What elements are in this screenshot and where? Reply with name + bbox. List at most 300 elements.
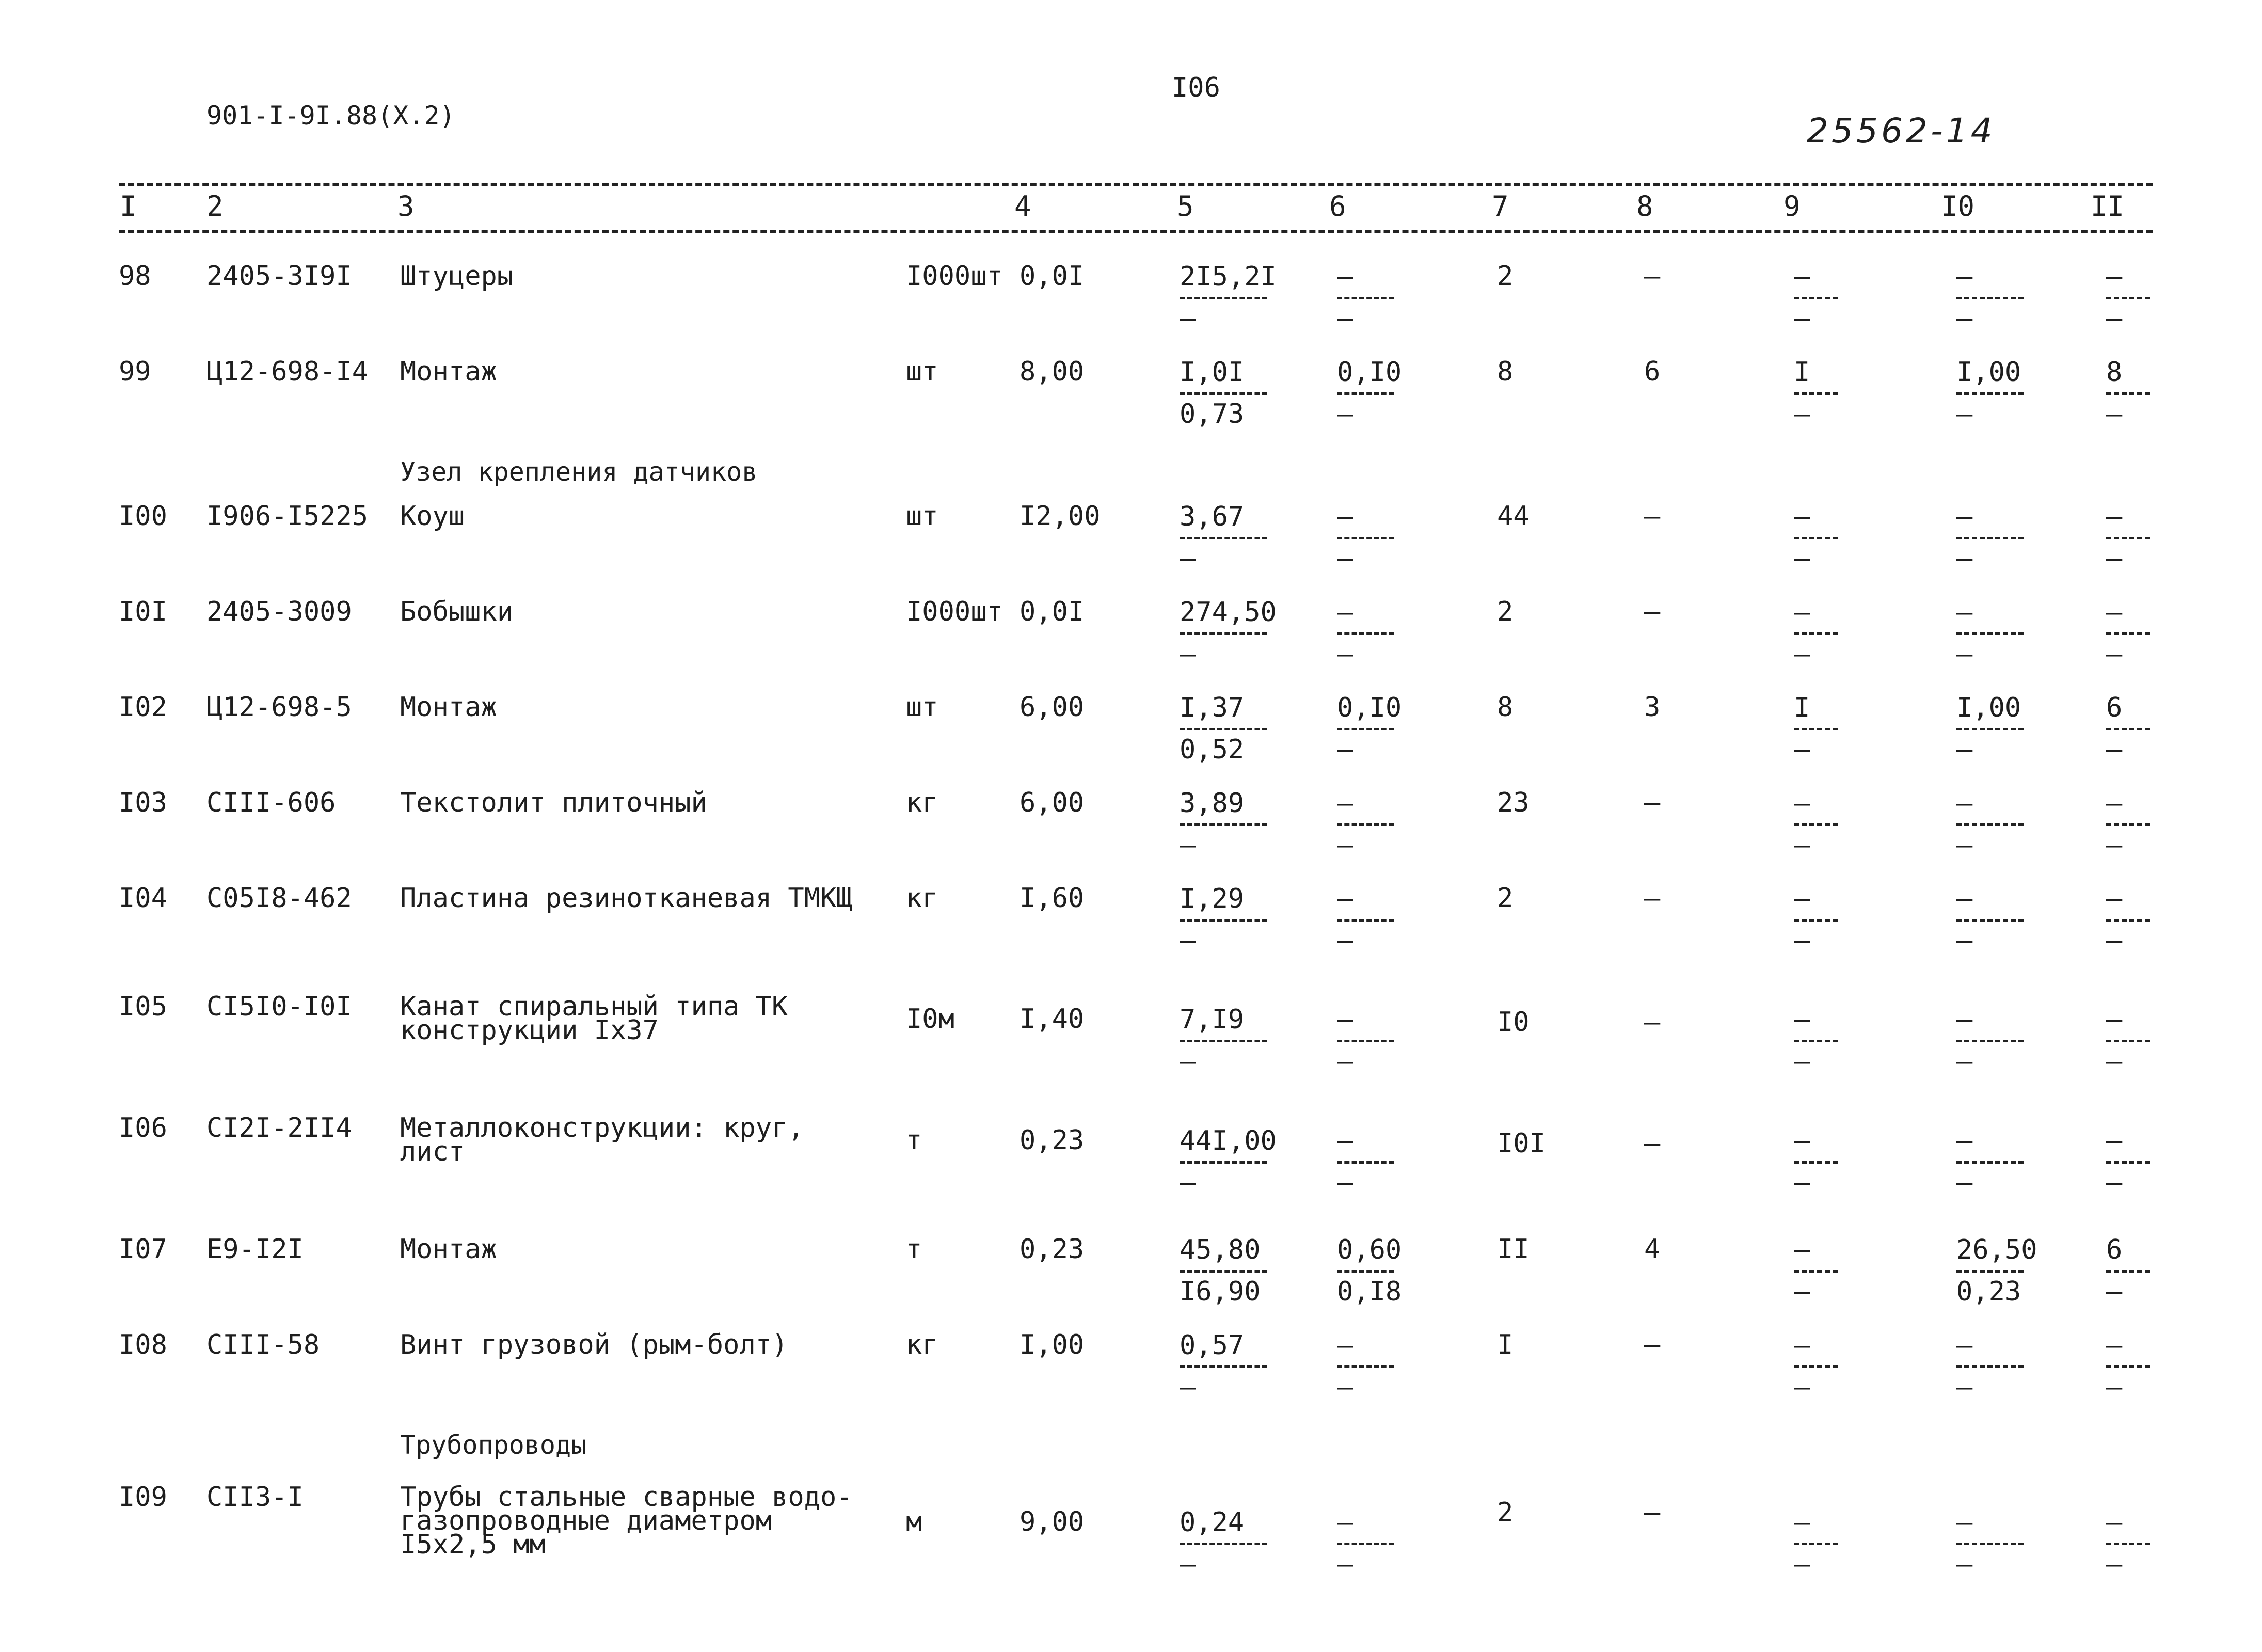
page-number: I06 (1172, 72, 1220, 103)
item-name: газопроводные диаметром (400, 1505, 772, 1536)
price-code: СIII-606 (206, 787, 336, 818)
fraction-bar (1794, 919, 1838, 922)
column-header: II (2091, 190, 2125, 223)
fraction-bar (1956, 728, 2024, 730)
item-name: Коуш (400, 501, 465, 532)
fraction-bar (2106, 823, 2150, 826)
col8-value: – (1644, 787, 1661, 818)
fraction-bar (1794, 392, 1838, 395)
col8-value: – (1644, 501, 1661, 532)
col8-value: 6 (1644, 356, 1661, 387)
c5-fraction (1180, 261, 1277, 335)
row-number: I00 (119, 501, 167, 532)
c5-fraction (1180, 501, 1267, 575)
c5-numerator: 7,I9 (1180, 1004, 1245, 1035)
price-code: 2405-3I9I (206, 261, 352, 292)
column-header: 9 (1783, 190, 1801, 223)
c5-fraction (1180, 1004, 1267, 1077)
c9-numerator: – (1794, 883, 1810, 914)
c5-fraction (1180, 1329, 1267, 1403)
unit: кг (906, 1329, 938, 1360)
fraction-bar (2106, 1365, 2150, 1368)
c6-numerator: 0,I0 (1337, 357, 1402, 388)
c11-denominator: – (2106, 399, 2123, 430)
fraction-bar (1180, 1270, 1267, 1273)
c10-fraction (1956, 261, 2024, 335)
c6-denominator: – (1337, 830, 1353, 861)
col8-value: 3 (1644, 692, 1661, 723)
fraction-bar (1794, 1365, 1838, 1368)
c5-fraction (1180, 1506, 1267, 1580)
c9-denominator: – (1794, 1372, 1810, 1403)
unit: т (906, 1125, 922, 1156)
c10-numerator: I,00 (1956, 357, 2021, 388)
c11-denominator: – (2106, 543, 2123, 574)
c9-numerator: – (1794, 597, 1810, 628)
fraction-bar (2106, 919, 2150, 922)
row-number: I05 (119, 991, 167, 1022)
c5-denominator: – (1180, 1549, 1196, 1580)
c10-fraction (1956, 501, 2024, 575)
row-number: I04 (119, 883, 167, 914)
column-header: 7 (1492, 190, 1509, 223)
col8-value: – (1644, 883, 1661, 914)
c6-denominator: – (1337, 1046, 1353, 1077)
row-number: I07 (119, 1234, 167, 1265)
c11-denominator: – (2106, 830, 2123, 861)
c5-numerator: 274,50 (1180, 597, 1277, 628)
c10-fraction (1956, 356, 2024, 430)
fraction-bar (2106, 392, 2150, 395)
c10-denominator: – (1956, 830, 1973, 861)
unit: кг (906, 883, 938, 914)
c5-numerator: 0,57 (1180, 1330, 1245, 1361)
col7-value: 2 (1497, 1497, 1514, 1528)
c11-numerator: – (2106, 1125, 2123, 1156)
c10-denominator: – (1956, 1372, 1973, 1403)
fraction-bar (1337, 823, 1394, 826)
price-code: СIII-58 (206, 1329, 320, 1360)
c6-fraction (1337, 787, 1394, 861)
c10-fraction (1956, 596, 2024, 670)
c6-denominator: – (1337, 1549, 1353, 1580)
item-name: лист (400, 1136, 465, 1167)
c6-denominator: – (1337, 925, 1353, 956)
c9-denominator: – (1794, 399, 1810, 430)
c6-denominator: – (1337, 734, 1353, 765)
c10-numerator: – (1956, 261, 1973, 292)
col7-value: 44 (1497, 501, 1530, 532)
c6-fraction (1337, 596, 1394, 670)
price-code: Ц12-698-I4 (206, 356, 369, 387)
fraction-bar (1180, 297, 1267, 299)
c9-fraction (1794, 596, 1838, 670)
item-name: Трубы стальные сварные водо- (400, 1482, 853, 1513)
quantity: 0,0I (1020, 261, 1085, 292)
fraction-bar (1337, 537, 1394, 539)
item-name: I5х2,5 мм (400, 1529, 546, 1560)
c5-denominator: – (1180, 639, 1196, 670)
c9-numerator: I (1794, 357, 1810, 388)
c10-numerator: I,00 (1956, 692, 2021, 723)
section-heading: Узел крепления датчиков (400, 457, 758, 487)
c6-denominator: – (1337, 1167, 1353, 1198)
c9-numerator: – (1794, 1507, 1810, 1538)
c11-denominator: – (2106, 639, 2123, 670)
c11-numerator: – (2106, 597, 2123, 628)
c5-denominator: – (1180, 830, 1196, 861)
c10-denominator: – (1956, 303, 1973, 334)
price-code: С05I8-462 (206, 883, 352, 914)
c11-fraction (2106, 356, 2150, 430)
c9-fraction (1794, 1125, 1838, 1199)
header-top-rule (119, 183, 2153, 186)
column-header: I (120, 190, 137, 223)
c11-fraction (2106, 883, 2150, 957)
fraction-bar (1180, 728, 1267, 730)
quantity: I,00 (1020, 1329, 1085, 1360)
c10-denominator: – (1956, 1167, 1973, 1198)
fraction-bar (2106, 297, 2150, 299)
item-name: Монтаж (400, 1234, 497, 1265)
c5-numerator: 3,67 (1180, 501, 1245, 532)
c5-denominator: – (1180, 1046, 1196, 1077)
c11-numerator: – (2106, 1507, 2123, 1538)
c11-denominator: – (2106, 303, 2123, 334)
c5-fraction (1180, 596, 1277, 670)
c10-numerator: – (1956, 788, 1973, 819)
column-header: 3 (397, 190, 415, 223)
c9-fraction (1794, 1234, 1838, 1308)
c9-numerator: – (1794, 261, 1810, 292)
column-header: 6 (1329, 190, 1346, 223)
c10-denominator: – (1956, 399, 1973, 430)
c10-fraction (1956, 1125, 2024, 1199)
c10-numerator: – (1956, 1125, 1973, 1156)
c6-fraction (1337, 356, 1402, 430)
c5-numerator: 2I5,2I (1180, 261, 1277, 292)
c10-numerator: – (1956, 883, 1973, 914)
c9-denominator: – (1794, 543, 1810, 574)
c5-denominator: 0,52 (1180, 734, 1245, 765)
c6-fraction (1337, 1234, 1402, 1308)
c10-numerator: – (1956, 1507, 1973, 1538)
c9-fraction (1794, 501, 1838, 575)
col7-value: I0I (1497, 1128, 1546, 1159)
c10-numerator: – (1956, 501, 1973, 532)
c10-numerator: 26,50 (1956, 1234, 2037, 1265)
c6-numerator: – (1337, 1004, 1353, 1035)
c6-numerator: – (1337, 788, 1353, 819)
c5-fraction (1180, 883, 1267, 957)
fraction-bar (1956, 1040, 2024, 1042)
row-number: I08 (119, 1329, 167, 1360)
fraction-bar (1794, 1040, 1838, 1042)
c11-numerator: 6 (2106, 1234, 2123, 1265)
c9-denominator: – (1794, 830, 1810, 861)
c10-fraction (1956, 692, 2024, 766)
fraction-bar (1180, 919, 1267, 922)
col8-value: – (1644, 1497, 1661, 1528)
c5-numerator: 45,80 (1180, 1234, 1261, 1265)
fraction-bar (2106, 1270, 2150, 1273)
item-name: Металлоконструкции: круг, (400, 1113, 804, 1143)
c9-fraction (1794, 787, 1838, 861)
c11-numerator: 8 (2106, 357, 2123, 388)
c6-numerator: 0,I0 (1337, 692, 1402, 723)
fraction-bar (1794, 728, 1838, 730)
col8-value: – (1644, 1007, 1661, 1038)
fraction-bar (1337, 1040, 1394, 1042)
c6-numerator: – (1337, 1330, 1353, 1361)
row-number: 98 (119, 261, 151, 292)
c9-numerator: – (1794, 1004, 1810, 1035)
c9-denominator: – (1794, 1276, 1810, 1307)
c9-numerator: – (1794, 1330, 1810, 1361)
c9-denominator: – (1794, 925, 1810, 956)
c11-fraction (2106, 1004, 2150, 1077)
quantity: 0,0I (1020, 596, 1085, 627)
fraction-bar (1956, 537, 2024, 539)
quantity: 9,00 (1020, 1506, 1085, 1537)
price-code: СI5I0-I0I (206, 991, 352, 1022)
quantity: 0,23 (1020, 1125, 1085, 1156)
fraction-bar (1180, 823, 1267, 826)
col7-value: 23 (1497, 787, 1530, 818)
c11-numerator: – (2106, 261, 2123, 292)
unit: шт (906, 692, 938, 723)
c9-denominator: – (1794, 303, 1810, 334)
handwritten-stamp: 25562-14 (1807, 111, 1996, 151)
quantity: 0,23 (1020, 1234, 1085, 1265)
fraction-bar (1180, 537, 1267, 539)
quantity: I2,00 (1020, 501, 1101, 532)
quantity: 8,00 (1020, 356, 1085, 387)
quantity: I,60 (1020, 883, 1085, 914)
fraction-bar (1337, 297, 1394, 299)
fraction-bar (1794, 1161, 1838, 1164)
c9-fraction (1794, 261, 1838, 335)
c11-denominator: – (2106, 1167, 2123, 1198)
c9-fraction (1794, 1329, 1838, 1403)
fraction-bar (1337, 728, 1394, 730)
row-number: I02 (119, 692, 167, 723)
price-code: СII3-I (206, 1482, 304, 1513)
c5-denominator: – (1180, 543, 1196, 574)
c5-fraction (1180, 356, 1267, 430)
c11-fraction (2106, 692, 2150, 766)
c5-numerator: I,37 (1180, 692, 1245, 723)
fraction-bar (1956, 919, 2024, 922)
c11-denominator: – (2106, 1372, 2123, 1403)
c9-fraction (1794, 692, 1838, 766)
c11-numerator: – (2106, 883, 2123, 914)
c9-numerator: – (1794, 1125, 1810, 1156)
item-name: конструкции Iх37 (400, 1015, 659, 1046)
c6-fraction (1337, 501, 1394, 575)
c11-numerator: 6 (2106, 692, 2123, 723)
c11-fraction (2106, 1506, 2150, 1580)
fraction-bar (1956, 297, 2024, 299)
c6-fraction (1337, 692, 1402, 766)
unit: I000шт (906, 261, 1003, 292)
item-name: Монтаж (400, 356, 497, 387)
c11-denominator: – (2106, 1046, 2123, 1077)
col7-value: I0 (1497, 1007, 1530, 1038)
item-name: Канат спиральный типа ТК (400, 991, 788, 1022)
fraction-bar (1956, 392, 2024, 395)
c10-denominator: 0,23 (1956, 1276, 2021, 1307)
c5-fraction (1180, 787, 1267, 861)
c11-fraction (2106, 1234, 2150, 1308)
c9-fraction (1794, 1506, 1838, 1580)
c6-numerator: – (1337, 597, 1353, 628)
fraction-bar (1794, 632, 1838, 635)
c11-numerator: – (2106, 1330, 2123, 1361)
c11-fraction (2106, 787, 2150, 861)
c9-denominator: – (1794, 734, 1810, 765)
price-code: 2405-3009 (206, 596, 352, 627)
quantity: 6,00 (1020, 692, 1085, 723)
c6-denominator: – (1337, 399, 1353, 430)
c6-numerator: – (1337, 501, 1353, 532)
price-code: СI2I-2II4 (206, 1113, 352, 1143)
col8-value: 4 (1644, 1234, 1661, 1265)
c10-fraction (1956, 883, 2024, 957)
c5-numerator: 3,89 (1180, 788, 1245, 819)
c6-numerator: – (1337, 1507, 1353, 1538)
fraction-bar (1337, 919, 1394, 922)
c5-denominator: – (1180, 1372, 1196, 1403)
c5-denominator: 0,73 (1180, 399, 1245, 430)
c9-denominator: – (1794, 639, 1810, 670)
c5-numerator: I,0I (1180, 357, 1245, 388)
unit: кг (906, 787, 938, 818)
c6-denominator: – (1337, 543, 1353, 574)
c11-fraction (2106, 596, 2150, 670)
col7-value: 2 (1497, 883, 1514, 914)
c11-denominator: – (2106, 1549, 2123, 1580)
item-name: Штуцеры (400, 261, 514, 292)
c6-denominator: – (1337, 303, 1353, 334)
unit: м (906, 1506, 922, 1537)
c9-numerator: – (1794, 788, 1810, 819)
c6-denominator: 0,I8 (1337, 1276, 1402, 1307)
item-name: Текстолит плиточный (400, 787, 707, 818)
c11-denominator: – (2106, 1276, 2123, 1307)
fraction-bar (1794, 1543, 1838, 1545)
column-header: 5 (1177, 190, 1194, 223)
fraction-bar (1337, 632, 1394, 635)
row-number: I06 (119, 1113, 167, 1143)
c5-fraction (1180, 1125, 1277, 1199)
c6-fraction (1337, 261, 1394, 335)
c10-numerator: – (1956, 1004, 1973, 1035)
fraction-bar (1956, 1161, 2024, 1164)
column-header: 8 (1636, 190, 1653, 223)
c9-fraction (1794, 356, 1838, 430)
c5-numerator: 0,24 (1180, 1507, 1245, 1538)
fraction-bar (2106, 632, 2150, 635)
fraction-bar (1794, 297, 1838, 299)
c10-denominator: – (1956, 543, 1973, 574)
column-header: I0 (1941, 190, 1975, 223)
row-number: I09 (119, 1482, 167, 1513)
c11-numerator: – (2106, 501, 2123, 532)
fraction-bar (1337, 392, 1394, 395)
c6-denominator: – (1337, 639, 1353, 670)
c6-fraction (1337, 1506, 1394, 1580)
unit: шт (906, 501, 938, 532)
c11-numerator: – (2106, 788, 2123, 819)
col7-value: 2 (1497, 596, 1514, 627)
c6-fraction (1337, 1125, 1394, 1199)
c6-denominator: – (1337, 1372, 1353, 1403)
fraction-bar (1956, 823, 2024, 826)
price-code: Е9-I2I (206, 1234, 304, 1265)
c9-numerator: – (1794, 501, 1810, 532)
c10-numerator: – (1956, 597, 1973, 628)
unit: т (906, 1234, 922, 1265)
fraction-bar (1180, 392, 1267, 395)
item-name: Монтаж (400, 692, 497, 723)
c9-fraction (1794, 1004, 1838, 1077)
c10-denominator: – (1956, 925, 1973, 956)
c11-numerator: – (2106, 1004, 2123, 1035)
c6-fraction (1337, 883, 1394, 957)
c6-fraction (1337, 1004, 1394, 1077)
col7-value: 8 (1497, 692, 1514, 723)
col8-value: – (1644, 261, 1661, 292)
c10-denominator: – (1956, 1046, 1973, 1077)
c6-numerator: 0,60 (1337, 1234, 1402, 1265)
col8-value: – (1644, 1329, 1661, 1360)
col7-value: 8 (1497, 356, 1514, 387)
c10-fraction (1956, 1234, 2037, 1308)
row-number: I0I (119, 596, 167, 627)
c5-denominator: – (1180, 925, 1196, 956)
c10-numerator: – (1956, 1330, 1973, 1361)
c10-fraction (1956, 787, 2024, 861)
c11-denominator: – (2106, 734, 2123, 765)
c10-denominator: – (1956, 734, 1973, 765)
col8-value: – (1644, 1128, 1661, 1159)
c11-fraction (2106, 1329, 2150, 1403)
price-code: Ц12-698-5 (206, 692, 352, 723)
c6-numerator: – (1337, 1125, 1353, 1156)
c5-numerator: 44I,00 (1180, 1125, 1277, 1156)
c10-denominator: – (1956, 1549, 1973, 1580)
fraction-bar (1794, 537, 1838, 539)
c11-fraction (2106, 1125, 2150, 1199)
c6-numerator: – (1337, 883, 1353, 914)
col7-value: I (1497, 1329, 1514, 1360)
c9-denominator: – (1794, 1549, 1810, 1580)
col7-value: II (1497, 1234, 1530, 1265)
c9-denominator: – (1794, 1167, 1810, 1198)
c10-fraction (1956, 1329, 2024, 1403)
fraction-bar (1180, 1161, 1267, 1164)
fraction-bar (1180, 1040, 1267, 1042)
fraction-bar (2106, 537, 2150, 539)
c5-fraction (1180, 1234, 1267, 1308)
fraction-bar (1956, 1365, 2024, 1368)
c11-fraction (2106, 501, 2150, 575)
fraction-bar (1180, 632, 1267, 635)
row-number: I03 (119, 787, 167, 818)
col8-value: – (1644, 596, 1661, 627)
c5-denominator: – (1180, 1167, 1196, 1198)
